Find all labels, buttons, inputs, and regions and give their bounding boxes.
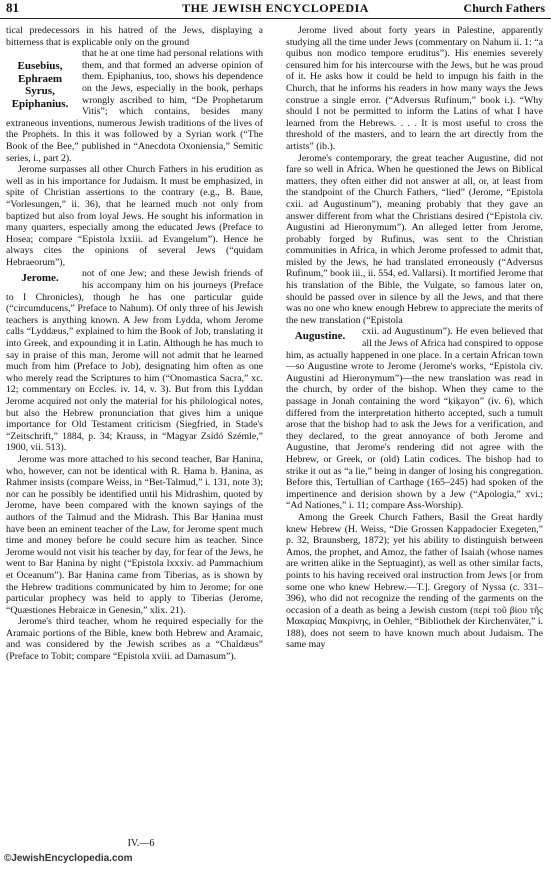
paragraph: tical predecessors in his hatred of the Jews, displaying a bitterness that is explicable only on the ground	[6, 25, 263, 48]
page-title: THE JEWISH ENCYCLOPEDIA	[182, 1, 369, 15]
paragraph: Jerome's third teacher, whom he required especially for the Aramaic portions of the Bible, knew both Hebrew and Aramaic, and was considered by the Jewish scribes as a “Chaldæus” (Preface to Tobit; compare “Epistola xviii. ad Damasum”).	[6, 616, 263, 663]
paragraph: Jerome lived about forty years in Palestine, apparently studying all the time under Jews (commentary on Nahum ii. 1: “a quibus non modico tempore eruditus”). His enemies severely censured him for his intercourse with the Jews, but he was proud of it. He asks how it could be held to impugn his faith in the Church, that he informs his readers in how many ways the Jews construe a single error. (“Adversus Rufinum,” book i.). “Why should I not be permitted to inform the Latins of what I have learned from the Hebrews. . . . It is most useful to cross the threshold of the masters, and to learn the art directly from the artists” (ib.).	[286, 25, 543, 152]
paragraph: not of one Jew; and these Jewish friends of his accompany him on his journeys (Preface to I Chronicles), though he has one particular guide (“circumducens,” Preface to Nahum). Of only three of his Jewish teachers is anything known. A Jew from Lydda, whom Jerome calls “Lyddæus,” explained to him the Book of Job, translating it into Greek, and expounding it in Latin. Although he has much to say in praise of this man, Jerome will not admit that he learned much from him (Preface to Job), designating him often as one who merely read the Scriptures to him (“Onomastica Sacra,” xc. 12; commentary on Eccles. iv. 14, v. 3). But from this Lyddan Jerome acquired not only the material for his philological notes, but also the Hebrew pronunciation that gives him a unique importance for Old Testament criticism (Siegfried, in Stade's “Zeitschrift,” 1884, p. 34; Krauss, in “Magyar Zsidó Szémle,” 1900, vii. 513).	[6, 268, 263, 454]
paragraph: Jerome was more attached to his second teacher, Bar Ḥanina, who, however, can not be identical with R. Ḥama b. Ḥanina, as Rahmer insists (compare Weiss, in “Bet-Talmud,” i. 131, note 3); nor can he possibly be identified until his Midrashim, quoted by Jerome, have been compared with the known sayings of the authors of the Talmud and the Midrash. This Bar Ḥanina must have been an eminent teacher of the Law, for Jerome spent much time and money before he could secure him as teacher. Since Jerome would not visit his teacher by day, for fear of the Jews, he went to Bar Ḥanina by night (“Epistola lxxxiv. ad Pammachium et Oceanum”). Bar Ḥanina came from Tiberias, as is shown by the Hebrew traditions communicated by him to Jerome; for one particular prophecy was held to apply to Tiberias (Jerome, “Quæstiones Hebraicæ in Genesin,” xlix. 21).	[6, 453, 264, 616]
page-header	[0, 0, 551, 19]
paragraph: Jerome's contemporary, the great teacher Augustine, did not fare so well in Africa. When he questioned the Jews on Biblical matters, they often either did not answer at all, or, at least from the standpoint of the Church Fathers, “lied” (Jerome, “Epistola cxii. ad Augustinum”), meaning probably that they gave an answer different from what the Christians desired (“Epistola civ. Augustini ad Hieronymum”). An alleged letter from Jerome, probably forged by Rufinus, was sent to the Christian communities in Africa, in which Jerome professed to admit that, misled by the Jews, he had translated erroneously (“Adversus Rufinum,” book iii., ii. 554, ed. Vallarsi). It mortified Jerome that his translation of the Bible, the Vulgate, so famous later on, should be passed over in silence by all the Jews, and that there was no one who knew enough Hebrew to appreciate the merits of the new translation (“Epistola	[286, 152, 543, 326]
paragraph: that he at one time had personal relations with them, and that formed an adverse opinion of them. Epiphanius, too, shows his dependence on the Jews, especially in the book, perhaps wrongly ascribed to him, “De Prophetarum Vitis”; which contains, besides many extraneous inventions, numerous Jewish traditions of the lives of the Prophets. In this it was followed by a Syrian work (“The Book of the Bee,” published in “Anecdota Oxoniensia,” Semitic series, i., part 2).	[6, 48, 263, 164]
page-number: 81	[6, 0, 19, 15]
signature-mark: IV.—6	[127, 838, 155, 849]
site-credit: ©JewishEncyclopedia.com	[4, 853, 133, 864]
sidenote-augustine: Augustine.	[294, 330, 346, 343]
sidenote-eusebius: Eusebius, Ephraem Syrus, Epiphanius.	[11, 60, 69, 110]
running-head: Church Fathers	[463, 1, 545, 15]
right-column	[286, 25, 543, 651]
left-column	[6, 25, 263, 663]
paragraph: Among the Greek Church Fathers, Basil the Great hardly knew Hebrew (H. Weiss, “Die Grossen Kappadocier Exegeten,” p. 32, Braunsberg, 1872); yet his ability to distinguish between Amos, the prophet, and Amoz, the father of Isaiah (whose names are written alike in the Septuagint), as well as other similar facts, points to his having received oral instruction from Jews [or from some one who knew Hebrew.—T.]. Gregory of Nyssa (c. 331–396), who did not recognize the rending of the garments on the occasion of a death as being a Jewish custom (περὶ τοῦ βίου τῆς Μακαρίας Μακρίνης, in Oehler, “Bibliothek der Kirchenväter,” i. 188), does not seem to have known much about Judaism. The same may	[286, 511, 543, 651]
sidenote-jerome: Jerome.	[21, 272, 59, 285]
paragraph: cxii. ad Augustinum”). He even believed that all the Jews of Africa had conspired to oppose him, as actually happened in one place. In a certain African town—so Augustine wrote to Jerome (Jerome's works, “Epistola civ. Augustini ad Hieronymum”)—the new translation was read in the church, by order of the bishop. When they came to the passage in Jonah containing the word “ḳiḳayon” (iv. 6), which differed from the interpretation hitherto accepted, such a tumult arose that the bishop had to ask the Jews for a verification, and they declared, to the great annoyance of both Jerome and Augustine, that Jerome's rendering did not agree with the Hebrew, or Greek, or (old) Latin codices. The bishop had to strike it out as “a lie,” being in danger of losing his congregation. Before this, Tertullian of Carthage (165–245) had spoken of the impertinence and derision shown by a Jew (“Apologia,” xvi.; “Ad Nationes,” i. 11; compare Ass-Worship).	[286, 326, 543, 512]
paragraph: Jerome surpasses all other Church Fathers in his erudition as well as in his importance for Judaism. It must be emphasized, in spite of Christian assertions to the contrary (e.g., B. Baue, “Vorlesungen,” ii. 36), that he learned much not only from baptized but also from loyal Jews. He sought his information in many quarters, especially among the educated Jews (Preface to Hosea; compare “Epistola lxxiii. ad Evangelum”). Hence he always cites the opinions of several Jews (“quidam Hebraeorum”),	[6, 164, 263, 268]
